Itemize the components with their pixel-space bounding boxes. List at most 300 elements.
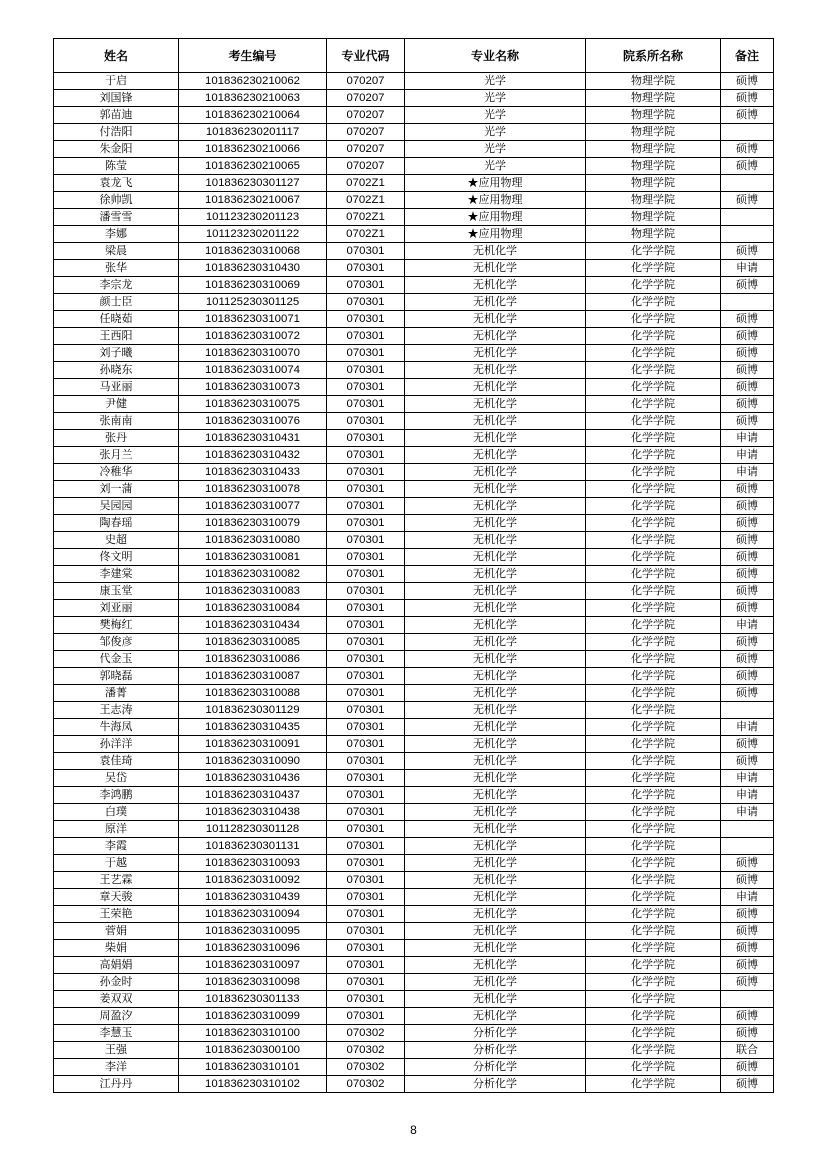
- cell-major-code: 070301: [327, 719, 405, 736]
- cell-department: 化学学院: [586, 821, 721, 838]
- cell-major-name: 无机化学: [405, 447, 586, 464]
- cell-candidate-id: 101836230310075: [179, 396, 327, 413]
- cell-major-name: 无机化学: [405, 974, 586, 991]
- table-row: [54, 345, 774, 362]
- cell-major-code: 070301: [327, 702, 405, 719]
- cell-remark: 硕博: [721, 685, 774, 702]
- table-row: [54, 906, 774, 923]
- cell-candidate-id: 101836230310437: [179, 787, 327, 804]
- cell-name: 刘子曦: [54, 345, 179, 362]
- cell-name: 潘雪雪: [54, 209, 179, 226]
- table-row: [54, 821, 774, 838]
- table-row: [54, 753, 774, 770]
- cell-name: 潘菁: [54, 685, 179, 702]
- cell-department: 物理学院: [586, 192, 721, 209]
- cell-major-code: 070302: [327, 1025, 405, 1042]
- table-row: [54, 73, 774, 90]
- cell-candidate-id: 101836230301133: [179, 991, 327, 1008]
- cell-major-code: 070301: [327, 396, 405, 413]
- cell-candidate-id: 101836230210062: [179, 73, 327, 90]
- cell-name: 刘一蒲: [54, 481, 179, 498]
- cell-candidate-id: 101836230310084: [179, 600, 327, 617]
- cell-candidate-id: 101125230301125: [179, 294, 327, 311]
- cell-candidate-id: 101836230310068: [179, 243, 327, 260]
- cell-remark: [721, 209, 774, 226]
- table-row: [54, 328, 774, 345]
- table-row: [54, 991, 774, 1008]
- cell-remark: 硕博: [721, 634, 774, 651]
- cell-name: 张华: [54, 260, 179, 277]
- cell-department: 化学学院: [586, 549, 721, 566]
- table-body: [54, 73, 774, 1093]
- cell-major-name: 无机化学: [405, 549, 586, 566]
- table-row: [54, 957, 774, 974]
- cell-department: 物理学院: [586, 209, 721, 226]
- cell-remark: 硕博: [721, 311, 774, 328]
- cell-name: 牛海凤: [54, 719, 179, 736]
- cell-major-name: ★应用物理: [405, 209, 586, 226]
- cell-candidate-id: 101123230201123: [179, 209, 327, 226]
- table-header-row: [54, 39, 774, 73]
- table-row: [54, 141, 774, 158]
- cell-department: 化学学院: [586, 838, 721, 855]
- column-header-department: 院系所名称: [586, 39, 721, 73]
- cell-department: 化学学院: [586, 379, 721, 396]
- cell-department: 化学学院: [586, 1059, 721, 1076]
- cell-remark: 硕博: [721, 396, 774, 413]
- admission-list-table: [53, 38, 774, 1093]
- cell-department: 化学学院: [586, 481, 721, 498]
- cell-department: 化学学院: [586, 702, 721, 719]
- cell-candidate-id: 101836230310439: [179, 889, 327, 906]
- cell-name: 王志涛: [54, 702, 179, 719]
- cell-department: 化学学院: [586, 770, 721, 787]
- cell-department: 物理学院: [586, 226, 721, 243]
- cell-remark: 硕博: [721, 328, 774, 345]
- cell-department: 化学学院: [586, 923, 721, 940]
- cell-major-code: 070301: [327, 1008, 405, 1025]
- cell-department: 化学学院: [586, 532, 721, 549]
- cell-remark: 申请: [721, 464, 774, 481]
- cell-name: 佟文明: [54, 549, 179, 566]
- cell-name: 袁龙飞: [54, 175, 179, 192]
- table-row: [54, 209, 774, 226]
- cell-remark: 硕博: [721, 974, 774, 991]
- table-row: [54, 668, 774, 685]
- cell-candidate-id: 101836230310434: [179, 617, 327, 634]
- cell-major-code: 0702Z1: [327, 226, 405, 243]
- cell-candidate-id: 101836230210063: [179, 90, 327, 107]
- cell-candidate-id: 101836230310097: [179, 957, 327, 974]
- cell-remark: 申请: [721, 617, 774, 634]
- table-row: [54, 855, 774, 872]
- cell-major-name: 无机化学: [405, 906, 586, 923]
- cell-major-name: 无机化学: [405, 855, 586, 872]
- cell-major-name: 无机化学: [405, 532, 586, 549]
- cell-remark: [721, 226, 774, 243]
- cell-department: 化学学院: [586, 362, 721, 379]
- table-row: [54, 940, 774, 957]
- cell-major-name: 无机化学: [405, 498, 586, 515]
- cell-remark: 硕博: [721, 736, 774, 753]
- cell-candidate-id: 101836230310095: [179, 923, 327, 940]
- table-row: [54, 1042, 774, 1059]
- cell-major-code: 070301: [327, 515, 405, 532]
- cell-name: 于启: [54, 73, 179, 90]
- cell-major-name: 光学: [405, 141, 586, 158]
- cell-major-name: 无机化学: [405, 923, 586, 940]
- table-row: [54, 923, 774, 940]
- cell-candidate-id: 101836230310079: [179, 515, 327, 532]
- cell-major-code: 070301: [327, 651, 405, 668]
- cell-candidate-id: 101836230201117: [179, 124, 327, 141]
- cell-major-code: 070301: [327, 498, 405, 515]
- cell-department: 物理学院: [586, 107, 721, 124]
- table-row: [54, 260, 774, 277]
- cell-remark: 申请: [721, 430, 774, 447]
- cell-major-name: 无机化学: [405, 889, 586, 906]
- cell-department: 化学学院: [586, 855, 721, 872]
- cell-major-code: 070301: [327, 685, 405, 702]
- table-row: [54, 838, 774, 855]
- table-row: [54, 294, 774, 311]
- cell-name: 周盈汐: [54, 1008, 179, 1025]
- cell-remark: 硕博: [721, 668, 774, 685]
- cell-major-code: 070301: [327, 328, 405, 345]
- cell-department: 化学学院: [586, 991, 721, 1008]
- cell-candidate-id: 101123230201122: [179, 226, 327, 243]
- cell-remark: 硕博: [721, 583, 774, 600]
- cell-department: 化学学院: [586, 311, 721, 328]
- column-header-candidate-id: 考生编号: [179, 39, 327, 73]
- cell-name: 樊梅红: [54, 617, 179, 634]
- cell-name: 袁佳琦: [54, 753, 179, 770]
- cell-remark: [721, 175, 774, 192]
- cell-name: 吴园园: [54, 498, 179, 515]
- cell-major-name: 无机化学: [405, 753, 586, 770]
- cell-major-code: 070301: [327, 464, 405, 481]
- cell-department: 化学学院: [586, 1076, 721, 1093]
- cell-major-name: 光学: [405, 73, 586, 90]
- cell-major-code: 070301: [327, 753, 405, 770]
- cell-department: 物理学院: [586, 141, 721, 158]
- cell-candidate-id: 101836230310431: [179, 430, 327, 447]
- cell-name: 高娟娟: [54, 957, 179, 974]
- cell-major-name: 无机化学: [405, 481, 586, 498]
- cell-major-code: 070302: [327, 1076, 405, 1093]
- cell-remark: 硕博: [721, 90, 774, 107]
- cell-major-name: 无机化学: [405, 277, 586, 294]
- cell-candidate-id: 101836230310096: [179, 940, 327, 957]
- cell-department: 化学学院: [586, 294, 721, 311]
- cell-major-code: 070301: [327, 549, 405, 566]
- cell-department: 化学学院: [586, 906, 721, 923]
- cell-name: 王荣艳: [54, 906, 179, 923]
- cell-remark: 硕博: [721, 141, 774, 158]
- cell-department: 物理学院: [586, 90, 721, 107]
- cell-remark: 申请: [721, 770, 774, 787]
- cell-remark: 硕博: [721, 73, 774, 90]
- table-row: [54, 549, 774, 566]
- cell-candidate-id: 101836230310080: [179, 532, 327, 549]
- cell-department: 化学学院: [586, 1025, 721, 1042]
- cell-major-code: 070301: [327, 362, 405, 379]
- table-row: [54, 974, 774, 991]
- cell-major-name: 无机化学: [405, 294, 586, 311]
- cell-department: 化学学院: [586, 515, 721, 532]
- cell-remark: 硕博: [721, 107, 774, 124]
- cell-major-name: 分析化学: [405, 1076, 586, 1093]
- cell-name: 康玉堂: [54, 583, 179, 600]
- cell-major-code: 070207: [327, 90, 405, 107]
- cell-remark: 硕博: [721, 532, 774, 549]
- cell-major-name: 无机化学: [405, 940, 586, 957]
- cell-major-name: 无机化学: [405, 260, 586, 277]
- column-header-major-name: 专业名称: [405, 39, 586, 73]
- table-row: [54, 634, 774, 651]
- cell-candidate-id: 101836230310091: [179, 736, 327, 753]
- cell-department: 化学学院: [586, 498, 721, 515]
- cell-name: 菅娟: [54, 923, 179, 940]
- table-row: [54, 124, 774, 141]
- cell-department: 物理学院: [586, 175, 721, 192]
- cell-candidate-id: 101836230300100: [179, 1042, 327, 1059]
- table-row: [54, 770, 774, 787]
- cell-candidate-id: 101836230301127: [179, 175, 327, 192]
- cell-name: 张月兰: [54, 447, 179, 464]
- cell-major-code: 070301: [327, 736, 405, 753]
- cell-major-name: 无机化学: [405, 685, 586, 702]
- table-row: [54, 481, 774, 498]
- cell-major-name: 无机化学: [405, 736, 586, 753]
- cell-name: 张南南: [54, 413, 179, 430]
- cell-name: 江丹丹: [54, 1076, 179, 1093]
- cell-remark: 硕博: [721, 600, 774, 617]
- cell-department: 化学学院: [586, 736, 721, 753]
- cell-department: 化学学院: [586, 430, 721, 447]
- cell-major-code: 070301: [327, 957, 405, 974]
- cell-major-name: 无机化学: [405, 345, 586, 362]
- cell-department: 化学学院: [586, 328, 721, 345]
- cell-major-name: 分析化学: [405, 1025, 586, 1042]
- column-header-name: 姓名: [54, 39, 179, 73]
- table-row: [54, 515, 774, 532]
- cell-major-code: 070301: [327, 277, 405, 294]
- cell-major-name: 无机化学: [405, 991, 586, 1008]
- cell-major-code: 070301: [327, 770, 405, 787]
- cell-remark: [721, 838, 774, 855]
- cell-name: 邹俊彦: [54, 634, 179, 651]
- cell-name: 李鸿鹏: [54, 787, 179, 804]
- cell-remark: 硕博: [721, 277, 774, 294]
- cell-name: 马亚丽: [54, 379, 179, 396]
- cell-major-name: ★应用物理: [405, 175, 586, 192]
- cell-name: 孙洋洋: [54, 736, 179, 753]
- cell-name: 冷稚华: [54, 464, 179, 481]
- table-row: [54, 464, 774, 481]
- column-header-major-code: 专业代码: [327, 39, 405, 73]
- table-row: [54, 447, 774, 464]
- cell-name: 代金玉: [54, 651, 179, 668]
- cell-name: 王西阳: [54, 328, 179, 345]
- cell-major-code: 070301: [327, 923, 405, 940]
- cell-major-code: 070301: [327, 447, 405, 464]
- cell-major-code: 070302: [327, 1042, 405, 1059]
- cell-department: 化学学院: [586, 804, 721, 821]
- cell-major-name: 无机化学: [405, 957, 586, 974]
- table-row: [54, 787, 774, 804]
- cell-department: 化学学院: [586, 464, 721, 481]
- cell-name: 姜双双: [54, 991, 179, 1008]
- table-row: [54, 736, 774, 753]
- cell-major-code: 070301: [327, 940, 405, 957]
- cell-department: 化学学院: [586, 889, 721, 906]
- cell-major-name: 光学: [405, 90, 586, 107]
- table-row: [54, 566, 774, 583]
- cell-remark: 硕博: [721, 566, 774, 583]
- cell-department: 化学学院: [586, 277, 721, 294]
- cell-major-code: 070207: [327, 124, 405, 141]
- cell-major-name: 光学: [405, 158, 586, 175]
- cell-major-code: 070301: [327, 804, 405, 821]
- cell-remark: 硕博: [721, 345, 774, 362]
- cell-major-name: 无机化学: [405, 651, 586, 668]
- cell-candidate-id: 101836230310082: [179, 566, 327, 583]
- cell-name: 徐帅凯: [54, 192, 179, 209]
- cell-name: 梁晨: [54, 243, 179, 260]
- cell-candidate-id: 101836230210066: [179, 141, 327, 158]
- cell-remark: 硕博: [721, 1059, 774, 1076]
- cell-remark: [721, 702, 774, 719]
- cell-remark: 硕博: [721, 1025, 774, 1042]
- table-row: [54, 158, 774, 175]
- cell-department: 物理学院: [586, 158, 721, 175]
- cell-major-name: 无机化学: [405, 872, 586, 889]
- cell-department: 化学学院: [586, 957, 721, 974]
- cell-major-code: 070207: [327, 107, 405, 124]
- cell-remark: 硕博: [721, 481, 774, 498]
- table-row: [54, 532, 774, 549]
- table-row: [54, 379, 774, 396]
- cell-name: 刘亚丽: [54, 600, 179, 617]
- cell-candidate-id: 101128230301128: [179, 821, 327, 838]
- table-row: [54, 702, 774, 719]
- cell-candidate-id: 101836230310438: [179, 804, 327, 821]
- cell-candidate-id: 101836230310078: [179, 481, 327, 498]
- cell-candidate-id: 101836230310094: [179, 906, 327, 923]
- cell-candidate-id: 101836230310433: [179, 464, 327, 481]
- cell-department: 物理学院: [586, 73, 721, 90]
- cell-remark: 硕博: [721, 957, 774, 974]
- cell-major-name: 无机化学: [405, 719, 586, 736]
- table-row: [54, 107, 774, 124]
- cell-major-name: 无机化学: [405, 311, 586, 328]
- cell-candidate-id: 101836230310086: [179, 651, 327, 668]
- cell-major-name: 无机化学: [405, 430, 586, 447]
- cell-major-name: 无机化学: [405, 804, 586, 821]
- cell-department: 化学学院: [586, 974, 721, 991]
- cell-name: 尹健: [54, 396, 179, 413]
- cell-remark: 硕博: [721, 515, 774, 532]
- cell-major-code: 070301: [327, 243, 405, 260]
- cell-candidate-id: 101836230310093: [179, 855, 327, 872]
- cell-major-name: 无机化学: [405, 702, 586, 719]
- cell-major-code: 0702Z1: [327, 175, 405, 192]
- cell-candidate-id: 101836230210064: [179, 107, 327, 124]
- table-row: [54, 1008, 774, 1025]
- cell-candidate-id: 101836230310085: [179, 634, 327, 651]
- table-row: [54, 1025, 774, 1042]
- cell-major-name: 无机化学: [405, 396, 586, 413]
- cell-remark: 硕博: [721, 651, 774, 668]
- table-row: [54, 583, 774, 600]
- cell-name: 郭晓磊: [54, 668, 179, 685]
- cell-department: 物理学院: [586, 124, 721, 141]
- cell-department: 化学学院: [586, 753, 721, 770]
- cell-name: 颜士臣: [54, 294, 179, 311]
- cell-name: 孙晓东: [54, 362, 179, 379]
- table-row: [54, 192, 774, 209]
- cell-department: 化学学院: [586, 260, 721, 277]
- cell-major-name: 无机化学: [405, 464, 586, 481]
- cell-major-name: 无机化学: [405, 668, 586, 685]
- table-row: [54, 311, 774, 328]
- table-row: [54, 1059, 774, 1076]
- table-row: [54, 430, 774, 447]
- cell-major-name: 无机化学: [405, 787, 586, 804]
- cell-department: 化学学院: [586, 1042, 721, 1059]
- cell-major-code: 070301: [327, 583, 405, 600]
- cell-department: 化学学院: [586, 685, 721, 702]
- cell-candidate-id: 101836230310088: [179, 685, 327, 702]
- page-number: 8: [410, 1123, 417, 1137]
- cell-major-name: 无机化学: [405, 362, 586, 379]
- cell-major-name: 无机化学: [405, 413, 586, 430]
- cell-department: 化学学院: [586, 617, 721, 634]
- cell-candidate-id: 101836230310071: [179, 311, 327, 328]
- table-row: [54, 362, 774, 379]
- cell-candidate-id: 101836230310081: [179, 549, 327, 566]
- cell-department: 化学学院: [586, 651, 721, 668]
- cell-candidate-id: 101836230310436: [179, 770, 327, 787]
- cell-name: 李霞: [54, 838, 179, 855]
- cell-major-code: 070302: [327, 1059, 405, 1076]
- cell-major-code: 070301: [327, 345, 405, 362]
- cell-candidate-id: 101836230310074: [179, 362, 327, 379]
- cell-candidate-id: 101836230210065: [179, 158, 327, 175]
- cell-department: 化学学院: [586, 719, 721, 736]
- cell-remark: 硕博: [721, 379, 774, 396]
- cell-major-name: ★应用物理: [405, 192, 586, 209]
- cell-candidate-id: 101836230310101: [179, 1059, 327, 1076]
- cell-candidate-id: 101836230310430: [179, 260, 327, 277]
- cell-name: 李宗龙: [54, 277, 179, 294]
- cell-candidate-id: 101836230301129: [179, 702, 327, 719]
- cell-candidate-id: 101836230310070: [179, 345, 327, 362]
- cell-candidate-id: 101836230310072: [179, 328, 327, 345]
- column-header-remark: 备注: [721, 39, 774, 73]
- cell-name: 原洋: [54, 821, 179, 838]
- cell-major-name: 无机化学: [405, 770, 586, 787]
- table-row: [54, 277, 774, 294]
- cell-name: 李娜: [54, 226, 179, 243]
- cell-name: 于越: [54, 855, 179, 872]
- cell-department: 化学学院: [586, 413, 721, 430]
- cell-remark: [721, 821, 774, 838]
- cell-major-name: 无机化学: [405, 1008, 586, 1025]
- cell-candidate-id: 101836230310102: [179, 1076, 327, 1093]
- table-row: [54, 685, 774, 702]
